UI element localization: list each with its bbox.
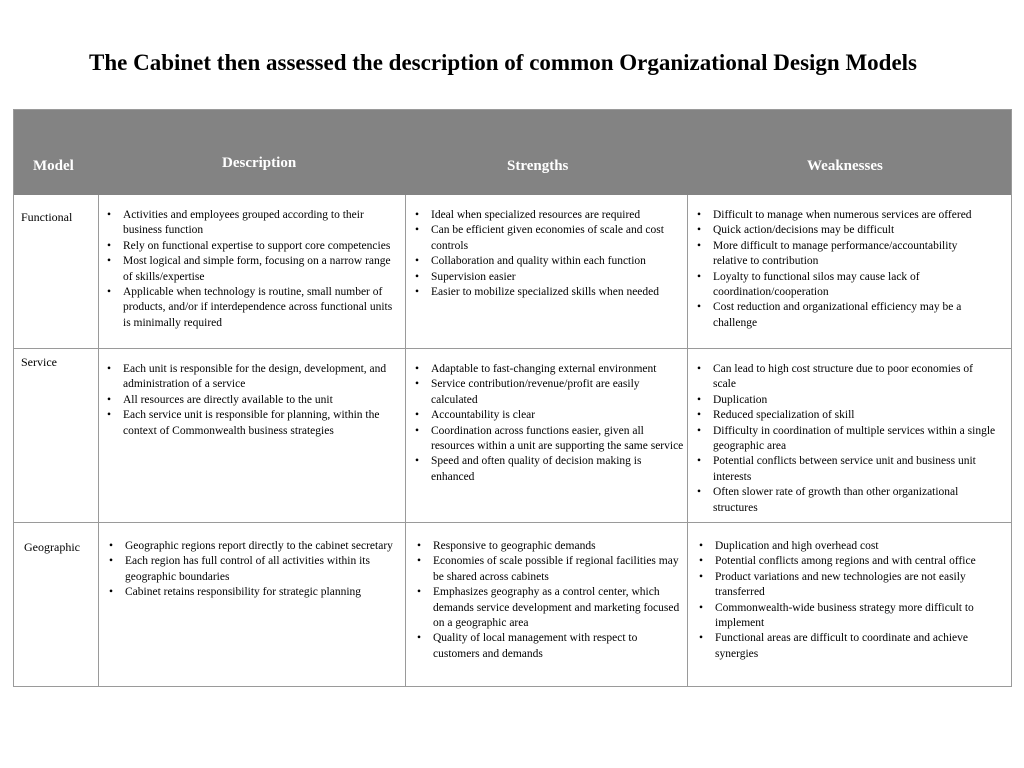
list-item-text: Service contribution/revenue/profit are easily calculated (431, 378, 640, 406)
list-item-text: Geographic regions report directly to the cabinet secretary (125, 540, 393, 552)
column-divider (405, 195, 406, 686)
list-item (411, 285, 683, 300)
list-item (413, 539, 683, 554)
list-item (411, 362, 686, 377)
bullet-icon: • (697, 455, 702, 468)
list-item-text: Cost reduction and organizational efficiency may be a challenge (713, 301, 962, 329)
list-item-text: Speed and often quality of decision making is enhanced (431, 455, 642, 483)
list-item-text: All resources are directly available to the unit (123, 393, 333, 406)
bullet-icon: • (107, 255, 112, 268)
list-item (413, 585, 683, 631)
bullet-icon: • (415, 378, 420, 391)
list-item-text: Ideal when specialized resources are required (431, 209, 641, 221)
table-header (14, 110, 1011, 195)
list-item (103, 254, 398, 285)
row-divider (14, 348, 1011, 349)
list-item-text: Rely on functional expertise to support core competencies (123, 239, 391, 252)
bullet-icon: • (697, 363, 702, 375)
row-divider (14, 522, 1011, 523)
bullet-icon: • (697, 486, 702, 499)
list-item-text: Most logical and simple form, focusing on a narrow range of skills/expertise (123, 255, 391, 283)
header-description: Description (222, 155, 297, 171)
list-item (103, 208, 398, 239)
bullet-icon: • (107, 209, 112, 221)
list-item (693, 362, 998, 393)
bullet-icon: • (415, 424, 420, 437)
list-item-text: Loyalty to functional silos may cause lack of coordination/cooperation (713, 270, 920, 299)
list-item-text: Duplication and high overhead cost (715, 540, 879, 552)
list-item-text: Quick action/decisions may be difficult (713, 224, 895, 237)
list-item-text: Applicable when technology is routine, small number of products, and/or if interdependence across functional units is minimally required (123, 286, 393, 329)
strengths-list (411, 362, 686, 485)
bullet-icon: • (107, 286, 112, 299)
list-item-text: Responsive to geographic demands (433, 540, 596, 552)
list-item-text: Each region has full control of all activities within its geographic boundaries (125, 555, 370, 583)
bullet-icon: • (697, 409, 702, 422)
bullet-icon: • (417, 632, 422, 645)
list-item-text: Emphasizes geography as a control center, which demands service development and marketing focused on a geographic area (433, 586, 680, 630)
bullet-icon: • (699, 540, 704, 552)
bullet-icon: • (697, 239, 702, 252)
list-item (103, 285, 398, 331)
list-item-text: Difficult to manage when numerous services are offered (713, 209, 972, 221)
bullet-icon: • (415, 209, 420, 221)
description-list (103, 208, 398, 331)
list-item (693, 239, 993, 270)
list-item-text: Functional areas are difficult to coordinate and achieve synergies (715, 632, 968, 660)
bullet-icon: • (415, 455, 420, 468)
list-item (413, 554, 683, 585)
description-list (105, 539, 397, 601)
list-item (103, 408, 398, 439)
list-item (411, 223, 683, 254)
list-item-text: Accountability is clear (431, 409, 536, 422)
list-item-text: Product variations and new technologies are not easily transferred (715, 570, 966, 599)
list-item (695, 539, 1000, 554)
list-item-text: Economies of scale possible if regional facilities may be shared across cabinets (433, 555, 679, 583)
list-item (693, 454, 998, 485)
bullet-icon: • (697, 393, 702, 406)
list-item (693, 270, 993, 301)
list-item (411, 208, 683, 223)
bullet-icon: • (415, 270, 420, 283)
list-item (411, 377, 686, 408)
list-item-text: Can lead to high cost structure due to poor economies of scale (713, 363, 973, 391)
bullet-icon: • (697, 424, 702, 437)
list-item (695, 631, 1000, 662)
model-name-service: Service (21, 355, 57, 369)
list-item-text: Potential conflicts among regions and with central office (715, 555, 976, 568)
list-item (693, 300, 993, 331)
model-name-geographic: Geographic (24, 540, 80, 554)
list-item (695, 601, 1000, 632)
header-model: Model (33, 158, 74, 174)
bullet-icon: • (107, 363, 112, 375)
list-item-text: Easier to mobilize specialized skills when needed (431, 286, 660, 299)
list-item-text: Often slower rate of growth than other organizational structures (713, 486, 959, 514)
list-item-text: Difficulty in coordination of multiple services within a single geographic area (713, 424, 996, 453)
list-item-text: Commonwealth-wide business strategy more difficult to implement (715, 601, 974, 630)
list-item-text: Each unit is responsible for the design, development, and administration of a service (123, 363, 387, 391)
list-item-text: Potential conflicts between service unit and business unit interests (713, 455, 976, 483)
list-item (695, 554, 1000, 569)
list-item (103, 393, 398, 408)
list-item (693, 424, 998, 455)
list-item (693, 223, 993, 238)
bullet-icon: • (415, 224, 420, 237)
bullet-icon: • (699, 555, 704, 568)
list-item-text: More difficult to manage performance/accountability relative to contribution (713, 239, 958, 268)
list-item (411, 408, 686, 423)
column-divider (687, 195, 688, 686)
bullet-icon: • (107, 239, 112, 252)
header-weaknesses: Weaknesses (807, 158, 883, 174)
list-item (105, 554, 397, 585)
org-design-table (13, 109, 1012, 687)
model-name-functional: Functional (21, 210, 73, 224)
bullet-icon: • (417, 586, 422, 599)
list-item-text: Coordination across functions easier, given all resources within a unit are supporting the same service (431, 424, 684, 453)
bullet-icon: • (109, 555, 114, 568)
list-item-text: Reduced specialization of skill (713, 409, 855, 422)
list-item-text: Adaptable to fast-changing external environment (431, 363, 657, 375)
list-item-text: Collaboration and quality within each function (431, 255, 646, 268)
list-item (411, 270, 683, 285)
list-item (411, 254, 683, 269)
weaknesses-list (695, 539, 1000, 662)
weaknesses-list (693, 362, 998, 516)
strengths-list (413, 539, 683, 662)
bullet-icon: • (107, 409, 112, 422)
list-item (411, 454, 686, 485)
bullet-icon: • (699, 601, 704, 614)
bullet-icon: • (697, 301, 702, 314)
bullet-icon: • (415, 255, 420, 268)
slide-title: The Cabinet then assessed the description of common Organizational Design Models (89, 50, 917, 75)
strengths-list (411, 208, 683, 300)
list-item (693, 393, 998, 408)
list-item (693, 485, 998, 516)
list-item (103, 239, 398, 254)
bullet-icon: • (697, 270, 702, 283)
bullet-icon: • (109, 540, 114, 552)
list-item-text: Cabinet retains responsibility for strategic planning (125, 586, 362, 599)
header-strengths: Strengths (507, 158, 569, 174)
list-item-text: Quality of local management with respect to customers and demands (433, 632, 638, 660)
bullet-icon: • (697, 224, 702, 237)
list-item (693, 408, 998, 423)
list-item (695, 570, 1000, 601)
list-item (413, 631, 683, 662)
bullet-icon: • (699, 632, 704, 645)
bullet-icon: • (417, 540, 422, 552)
list-item (105, 539, 397, 554)
list-item (105, 585, 397, 600)
list-item-text: Each service unit is responsible for planning, within the context of Commonwealth business strategies (123, 409, 380, 437)
list-item-text: Supervision easier (431, 270, 516, 283)
column-divider (98, 195, 99, 686)
bullet-icon: • (109, 586, 114, 599)
list-item-text: Activities and employees grouped according to their business function (123, 209, 364, 237)
description-list (103, 362, 398, 439)
weaknesses-list (693, 208, 993, 331)
list-item-text: Duplication (713, 393, 768, 406)
bullet-icon: • (697, 209, 702, 221)
bullet-icon: • (415, 363, 420, 375)
bullet-icon: • (107, 393, 112, 406)
bullet-icon: • (415, 286, 420, 299)
bullet-icon: • (699, 570, 704, 583)
bullet-icon: • (417, 555, 422, 568)
list-item (103, 362, 398, 393)
list-item (411, 424, 686, 455)
list-item-text: Can be efficient given economies of scale and cost controls (431, 224, 664, 252)
list-item (693, 208, 993, 223)
bullet-icon: • (415, 409, 420, 422)
